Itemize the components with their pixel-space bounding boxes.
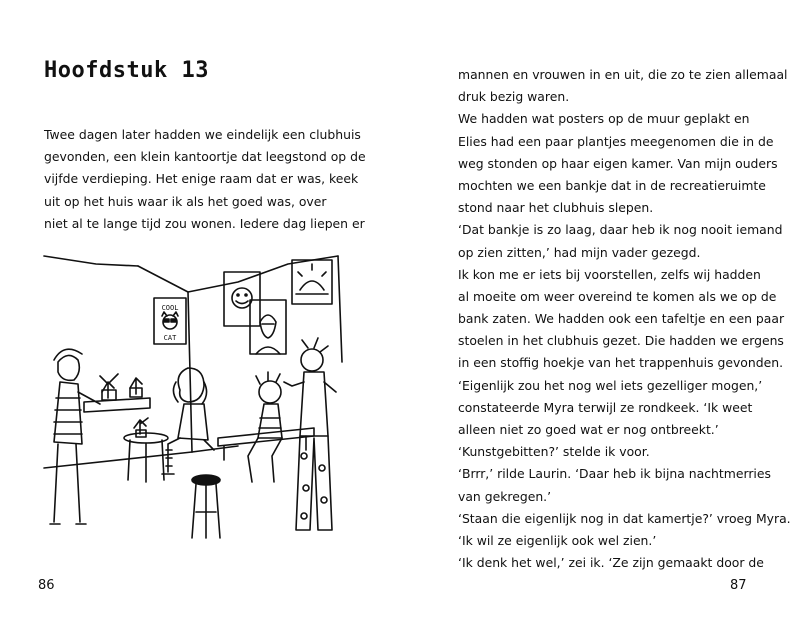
poster-portrait [250,300,286,354]
poster-cool-cat [154,298,186,344]
poster-cat-top: COOL [161,304,179,312]
text-line: ‘Kunstgebitten?’ stelde ik voor. [458,444,650,460]
girl-curly-hair [162,368,214,474]
room-walls [44,256,342,468]
girl-sitting-middle [248,372,282,482]
window-ledge [84,374,150,412]
text-line: ‘Dat bankje is zo laag, daar heb ik nog nooit iemand [458,222,783,238]
left-body-text [44,124,364,235]
text-line: mannen en vrouwen in en uit, die zo te zien allemaal [458,67,788,82]
text-line: Elies had een paar plantjes meegenomen die in de [458,133,774,149]
clubhouse-illustration [38,242,366,562]
poster-cat-bottom: CAT [163,334,177,342]
text-line: druk bezig waren. [458,89,570,105]
text-line: gevonden, een klein kantoortje dat leegstond op de [44,149,366,165]
text-line: niet al te lange tijd zou wonen. Iedere dag liepen er [44,215,365,231]
text-line: stoelen in het clubhuis gezet. Die hadden we ergens [458,333,784,349]
page-number-right: 87 [730,578,747,593]
right-page [400,0,800,622]
text-line: mochten we een bankje dat in de recreatieruimte [458,177,766,193]
text-line: al moeite om weer overeind te komen als we op de [458,288,777,304]
text-line: ‘Brrr,’ rilde Laurin. ‘Daar heb ik bijna nachtmerries [458,466,771,482]
text-line: van gekregen.’ [458,488,552,504]
text-line: uit op het huis waar ik als het goed was, over [44,193,327,209]
text-line: op zien zitten,’ had mijn vader gezegd. [458,244,701,260]
text-line: alleen niet zo goed wat er nog ontbreekt.’ [458,422,719,437]
girl-standing-right [284,338,336,530]
text-line: Twee dagen later hadden we eindelijk een clubhuis [44,127,361,142]
text-line: ‘Eigenlijk zou het nog wel iets gezelliger mogen,’ [458,377,763,393]
chapter-title: Hoofdstuk 13 [44,58,209,83]
text-line: ‘Staan die eigenlijk nog in dat kamertje?’ vroeg Myra. [458,510,791,526]
text-line: constateerde Myra terwijl ze rondkeek. ‘Ik weet [458,399,753,415]
text-line: We hadden wat posters op de muur geplakt en [458,111,750,127]
text-line: ‘Ik denk het wel,’ zei ik. ‘Ze zijn gemaakt door de [458,555,764,571]
text-line: in een stoffig hoekje van het trappenhuis gevonden. [458,355,784,371]
text-line: ‘Ik wil ze eigenlijk ook wel zien.’ [458,532,657,548]
text-line: weg stonden op haar eigen kamer. Van mijn ouders [458,155,778,171]
text-line: stond naar het clubhuis slepen. [458,200,654,216]
page-number-left: 86 [38,578,55,593]
girl-at-window [50,349,100,524]
stool [192,475,220,538]
side-table [124,418,168,482]
text-line: Ik kon me er iets bij voorstellen, zelfs wij hadden [458,266,761,282]
poster-sun [292,260,332,304]
text-line: bank zaten. We hadden ook een tafeltje en een paar [458,311,785,327]
right-body-text [458,64,791,574]
text-line: vijfde verdieping. Het enige raam dat er was, keek [44,171,359,187]
